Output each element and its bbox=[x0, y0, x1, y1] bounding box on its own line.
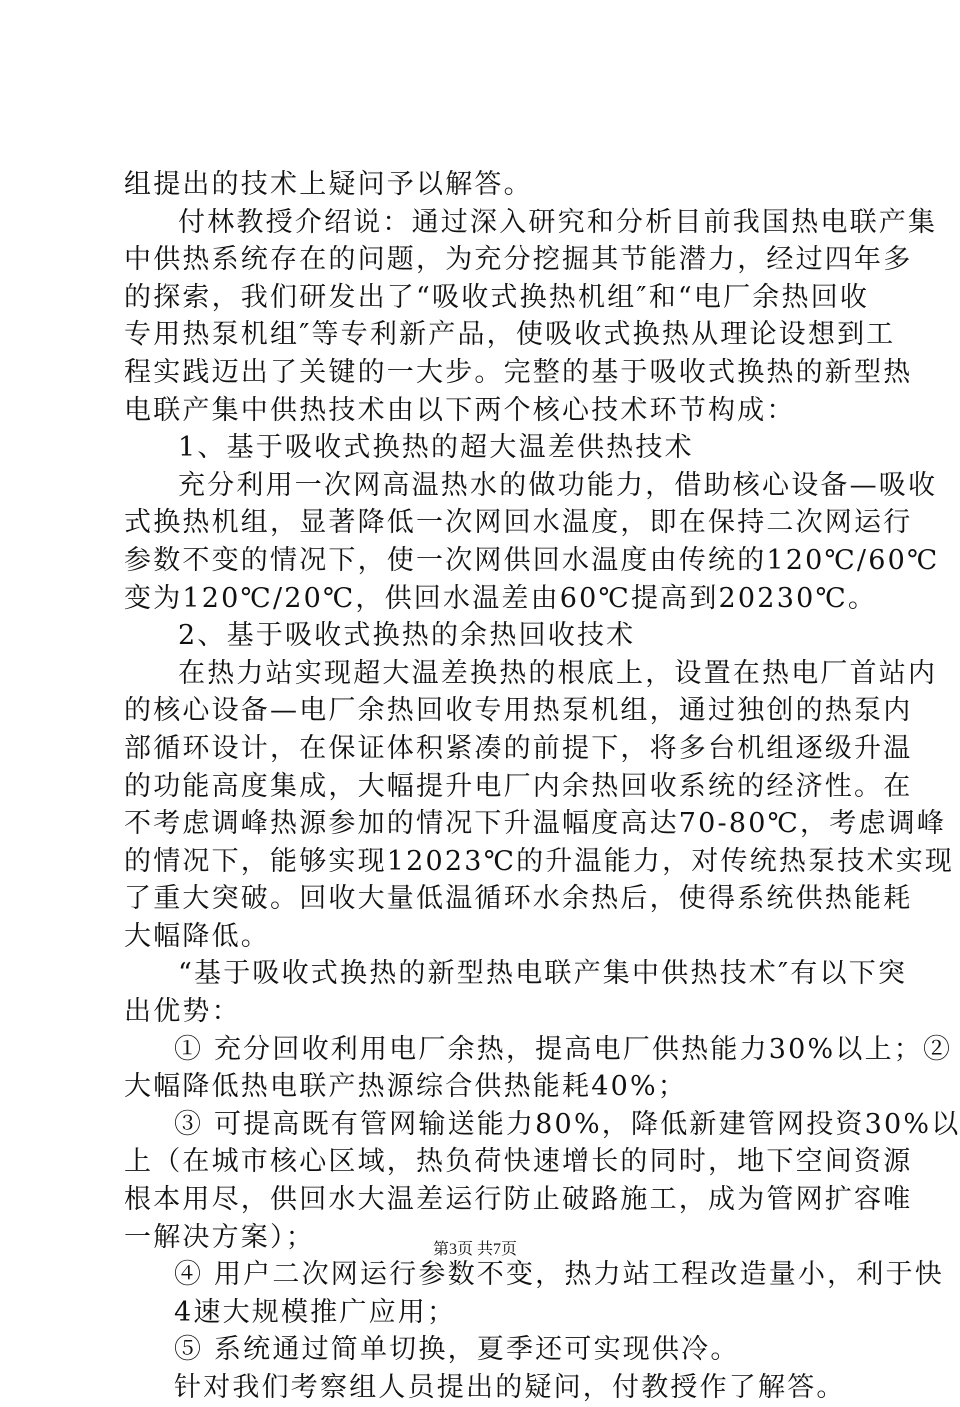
text-line: 不考虑调峰热源参加的情况下升温幅度高达70-80℃，考虑调峰 bbox=[124, 808, 947, 840]
page-number-footer: 第3页 共7页 bbox=[432, 1241, 517, 1258]
text-line: 4速大规模推广应用； bbox=[174, 1296, 457, 1328]
text-line: 根本用尽，供回水大温差运行防止破路施工，成为管网扩容唯 bbox=[124, 1184, 913, 1216]
text-line: 组提出的技术上疑问予以解答。 bbox=[124, 169, 533, 200]
text-line: 充分利用一次网高温热水的做功能力，借助核心设备—吸收 bbox=[178, 469, 938, 501]
text-line: 的情况下，能够实现12023℃的升温能力，对传统热泵技术实现 bbox=[124, 845, 955, 877]
text-line: 部循环设计，在保证体积紧凑的前提下，将多台机组逐级升温 bbox=[124, 732, 913, 764]
list-item: ④ 用户二次网运行参数不变，热力站工程改造量小，利于快 bbox=[174, 1259, 944, 1291]
text-line: 一解决方案）； bbox=[124, 1221, 315, 1253]
text-line: 在热力站实现超大温差换热的根底上，设置在热电厂首站内 bbox=[178, 657, 938, 689]
text-line: 针对我们考察组人员提出的疑问，付教授作了解答。 bbox=[174, 1372, 846, 1403]
text-line: 大幅降低热电联产热源综合供热能耗40%； bbox=[124, 1071, 688, 1103]
text-line: 电联产集中供热技术由以下两个核心技术环节构成： bbox=[124, 394, 796, 426]
list-item: ③ 可提高既有管网输送能力80%，降低新建管网投资30%以 bbox=[174, 1108, 960, 1140]
text-line: 大幅降低。 bbox=[124, 920, 270, 952]
text-line: 参数不变的情况下，使一次网供回水温度由传统的120℃/60℃ bbox=[124, 544, 940, 576]
list-item: ⑤ 系统通过简单切换，夏季还可实现供冷。 bbox=[174, 1334, 740, 1366]
text-line: 的探索，我们研发出了“吸收式换热机组″和“电厂余热回收 bbox=[124, 281, 870, 313]
document-body bbox=[124, 166, 960, 1407]
text-line: “基于吸收式换热的新型热电联产集中供热技术″有以下突 bbox=[178, 958, 908, 990]
text-line: 专用热泵机组″等专利新产品，使吸收式换热从理论设想到工 bbox=[124, 319, 896, 351]
text-line: 出优势： bbox=[124, 996, 241, 1028]
text-line: 程实践迈出了关键的一大步。完整的基于吸收式换热的新型热 bbox=[124, 356, 913, 388]
section-heading: 1、基于吸收式换热的超大温差供热技术 bbox=[178, 432, 694, 464]
section-heading: 2、基于吸收式换热的余热回收技术 bbox=[178, 620, 636, 652]
text-line: 了重大突破。回收大量低温循环水余热后，使得系统供热能耗 bbox=[124, 883, 913, 915]
list-item: ① 充分回收利用电厂余热，提高电厂供热能力30%以上；② bbox=[174, 1033, 953, 1065]
text-line: 的功能高度集成，大幅提升电厂内余热回收系统的经济性。在 bbox=[124, 770, 913, 802]
text-line: 的核心设备—电厂余热回收专用热泵机组，通过独创的热泵内 bbox=[124, 695, 913, 727]
text-line: 式换热机组，显著降低一次网回水温度，即在保持二次网运行 bbox=[124, 507, 913, 539]
text-line: 付林教授介绍说：通过深入研究和分析目前我国热电联产集 bbox=[178, 206, 938, 238]
text-line: 中供热系统存在的问题，为充分挖掘其节能潜力，经过四年多 bbox=[124, 244, 913, 276]
text-line: 上（在城市核心区域，热负荷快速增长的同时，地下空间资源 bbox=[124, 1146, 913, 1178]
text-line: 变为120℃/20℃，供回水温差由60℃提高到20230℃。 bbox=[124, 582, 878, 614]
